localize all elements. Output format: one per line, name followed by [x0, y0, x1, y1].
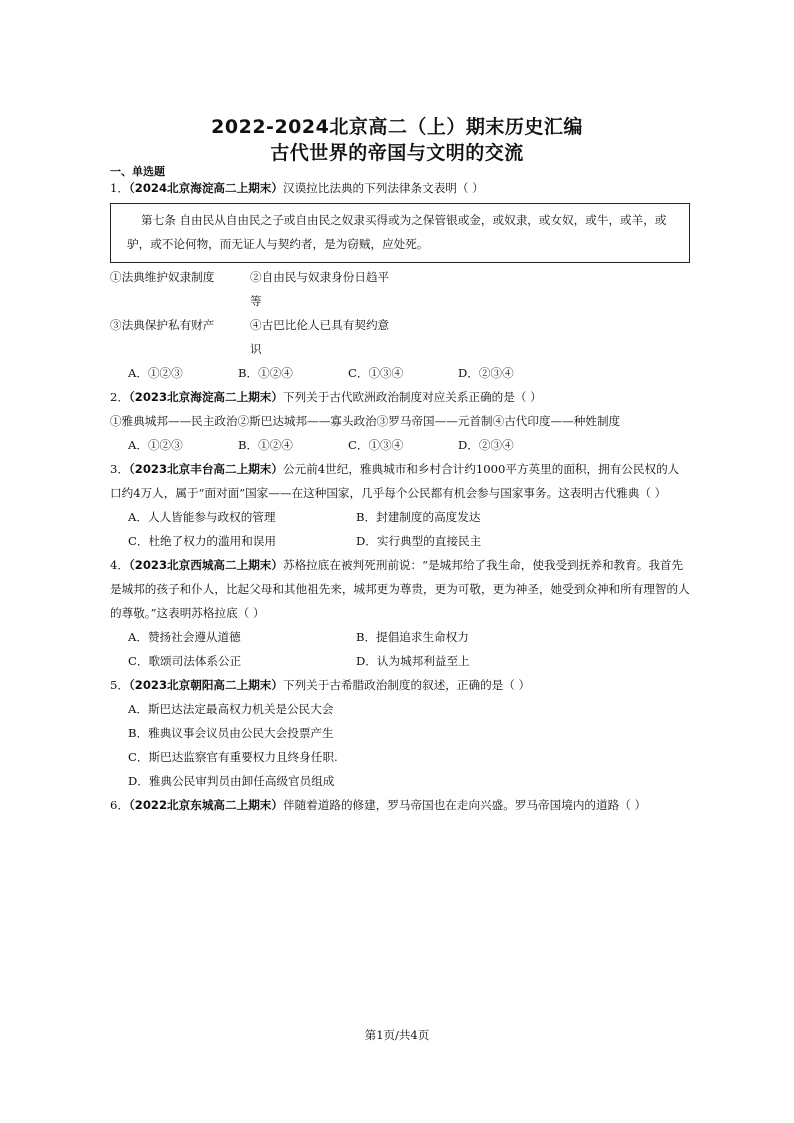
question-list [110, 176, 690, 817]
option-row [110, 505, 690, 529]
option-c[interactable]: C．①③④ [348, 438, 404, 452]
option-a[interactable]: A．①②③ [128, 366, 183, 380]
question-text: 伴随着道路的修建，罗马帝国也在走向兴盛。罗马帝国境内的道路（ ） [282, 798, 647, 812]
option-d[interactable]: D．实行典型的直接民主 [356, 534, 482, 548]
statement: ②自由民与奴隶身份日趋平等 [250, 270, 390, 308]
option-c[interactable]: C．斯巴达监察官有重要权力且终身任职. [128, 750, 338, 764]
question-source: （2023北京西城高二上期末） [128, 558, 283, 572]
option-b[interactable]: B．封建制度的高度发达 [356, 510, 481, 524]
option-d[interactable]: D．②③④ [458, 366, 514, 380]
statement-line: ①雅典城邦——民主政治②斯巴达城邦——寡头政治③罗马帝国——元首制④古代印度——种姓制度 [110, 414, 621, 428]
option-b[interactable]: B．①②④ [238, 438, 293, 452]
question-source: （2023北京海淀高二上期末） [128, 390, 283, 404]
option-row [110, 433, 690, 457]
question-1 [110, 176, 690, 200]
option-b[interactable]: B．①②④ [238, 366, 293, 380]
option-row [110, 625, 690, 649]
question-source: （2023北京朝阳高二上期末） [128, 678, 283, 692]
question-text: 汉谟拉比法典的下列法律条文表明（ ） [282, 181, 484, 195]
question-4 [110, 553, 690, 625]
option-row [110, 649, 690, 673]
question-text: 下列关于古代欧洲政治制度对应关系正确的是（ ） [282, 390, 542, 404]
question-number: 5． [110, 678, 129, 692]
statement: ③法典保护私有财产 [110, 318, 215, 332]
statement: ④古巴比伦人已具有契约意识 [250, 318, 390, 356]
question-text: 公元前4世纪，雅典城市和乡村合计约1000平方英里的面积，拥有公民权的人口约4万人，属于“面对面”国家——在这种国家，几乎每个公民都有机会参与国家事务。这表明古代雅典（ ） [110, 462, 680, 500]
option-c[interactable]: C．①③④ [348, 366, 404, 380]
quote-text: 第七条 自由民从自由民之子或自由民之奴隶买得或为之保管银或金，或奴隶，或女奴，或牛，或羊，或驴，或不论何物，而无证人与契约者，是为窃贼，应处死。 [127, 213, 667, 251]
statement-row [110, 265, 690, 313]
option-d[interactable]: D．雅典公民审判员由卸任高级官员组成 [128, 774, 335, 788]
question-source: （2024北京海淀高二上期末） [128, 181, 283, 195]
option-d[interactable]: D．认为城邦利益至上 [356, 654, 470, 668]
question-number: 1． [110, 181, 129, 195]
option-row [110, 529, 690, 553]
question-6 [110, 793, 690, 817]
question-source: （2022北京东城高二上期末） [128, 798, 283, 812]
option-a[interactable]: A．赞扬社会遵从道德 [128, 630, 241, 644]
question-number: 3． [110, 462, 129, 476]
option-row [110, 361, 690, 385]
statement: ①法典维护奴隶制度 [110, 270, 215, 284]
question-text: 苏格拉底在被判死刑前说：“是城邦给了我生命，使我受到抚养和教育。我首先是城邦的孩子和仆人，比起父母和其他祖先来，城邦更为尊贵，更为可敬，更为神圣，她受到众神和所有理智的人的尊敬。”这表明苏格拉底（ ） [110, 558, 690, 620]
document-subtitle: 古代世界的帝国与文明的交流 [270, 142, 524, 164]
option-a[interactable]: A．①②③ [128, 438, 183, 452]
option-c[interactable]: C．歌颂司法体系公正 [128, 654, 242, 668]
option-c[interactable]: C．杜绝了权力的滥用和误用 [128, 534, 276, 548]
option-b[interactable]: B．雅典议事会议员由公民大会投票产生 [128, 726, 334, 740]
question-2 [110, 385, 690, 409]
option-a[interactable]: A．人人皆能参与政权的管理 [128, 510, 276, 524]
question-number: 2． [110, 390, 129, 404]
option-d[interactable]: D．②③④ [458, 438, 514, 452]
option-b[interactable]: B．提倡追求生命权力 [356, 630, 469, 644]
document-title: 2022-2024北京高二（上）期末历史汇编 [211, 116, 583, 138]
question-3 [110, 457, 690, 505]
question-number: 4． [110, 558, 129, 572]
page-footer: 第1页/共4页 [364, 1028, 430, 1042]
quote-box [110, 203, 690, 263]
question-5 [110, 673, 690, 697]
question-number: 6． [110, 798, 129, 812]
option-a[interactable]: A．斯巴达法定最高权力机关是公民大会 [128, 702, 334, 716]
statement-row [110, 313, 690, 361]
question-text: 下列关于古希腊政治制度的叙述，正确的是（ ） [282, 678, 531, 692]
question-source: （2023北京丰台高二上期末） [128, 462, 283, 476]
section-label: 一、单选题 [110, 165, 165, 178]
